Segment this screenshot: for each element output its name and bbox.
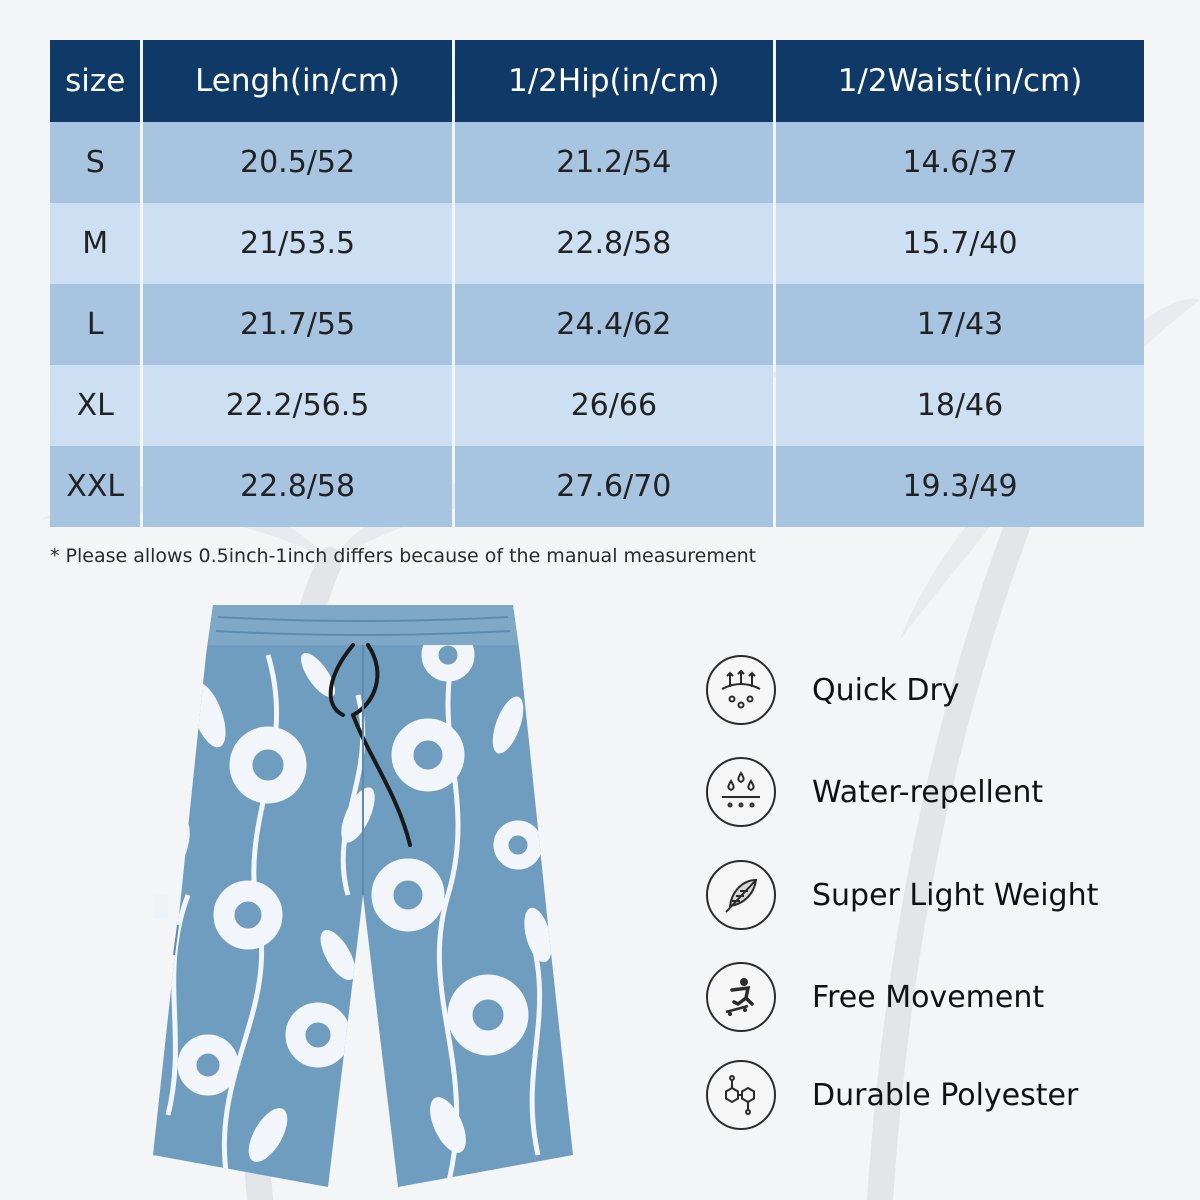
- table-row: [50, 122, 1144, 203]
- feature-durable-polyester: [706, 1059, 1078, 1131]
- molecule-icon: [706, 1060, 776, 1130]
- cell-waist: 14.6/37: [776, 122, 1144, 203]
- cell-hip: 27.6/70: [455, 446, 773, 527]
- cell-hip: 26/66: [455, 365, 773, 446]
- header-waist: 1/2Waist(in/cm): [776, 40, 1144, 122]
- feather-icon: [706, 860, 776, 930]
- cell-hip: 24.4/62: [455, 284, 773, 365]
- header-length: Lengh(in/cm): [143, 40, 451, 122]
- product-image-shorts: [148, 595, 578, 1195]
- cell-length: 20.5/52: [143, 122, 451, 203]
- table-row: [50, 365, 1144, 446]
- measurement-note: * Please allows 0.5inch-1inch differs because of the manual measurement: [50, 545, 757, 567]
- table-row: [50, 284, 1144, 365]
- cell-length: 21.7/55: [143, 284, 451, 365]
- feature-free-movement: [706, 961, 1044, 1033]
- cell-waist: 18/46: [776, 365, 1144, 446]
- cell-length: 22.8/58: [143, 446, 451, 527]
- water-repellent-icon: [706, 757, 776, 827]
- feature-label: Durable Polyester: [812, 1077, 1079, 1113]
- cell-size: M: [50, 203, 140, 284]
- table-header-row: [50, 40, 1144, 122]
- header-size: size: [50, 40, 140, 122]
- feature-label: Super Light Weight: [812, 877, 1099, 913]
- skateboarder-icon: [706, 962, 776, 1032]
- cell-waist: 19.3/49: [776, 446, 1144, 527]
- cell-length: 21/53.5: [143, 203, 451, 284]
- size-chart-table: [47, 40, 1147, 527]
- cell-length: 22.2/56.5: [143, 365, 451, 446]
- feature-quick-dry: [706, 654, 960, 726]
- feature-label: Free Movement: [812, 979, 1045, 1015]
- cell-hip: 22.8/58: [455, 203, 773, 284]
- feature-super-light-weight: [706, 859, 1098, 931]
- feature-label: Water-repellent: [812, 774, 1044, 810]
- table-row: [50, 203, 1144, 284]
- cell-size: S: [50, 122, 140, 203]
- table-row: [50, 446, 1144, 527]
- quick-dry-icon: [706, 655, 776, 725]
- cell-waist: 17/43: [776, 284, 1144, 365]
- cell-hip: 21.2/54: [455, 122, 773, 203]
- cell-size: L: [50, 284, 140, 365]
- cell-size: XXL: [50, 446, 140, 527]
- feature-water-repellent: [706, 756, 1043, 828]
- feature-label: Quick Dry: [812, 672, 960, 708]
- cell-size: XL: [50, 365, 140, 446]
- cell-waist: 15.7/40: [776, 203, 1144, 284]
- header-hip: 1/2Hip(in/cm): [455, 40, 773, 122]
